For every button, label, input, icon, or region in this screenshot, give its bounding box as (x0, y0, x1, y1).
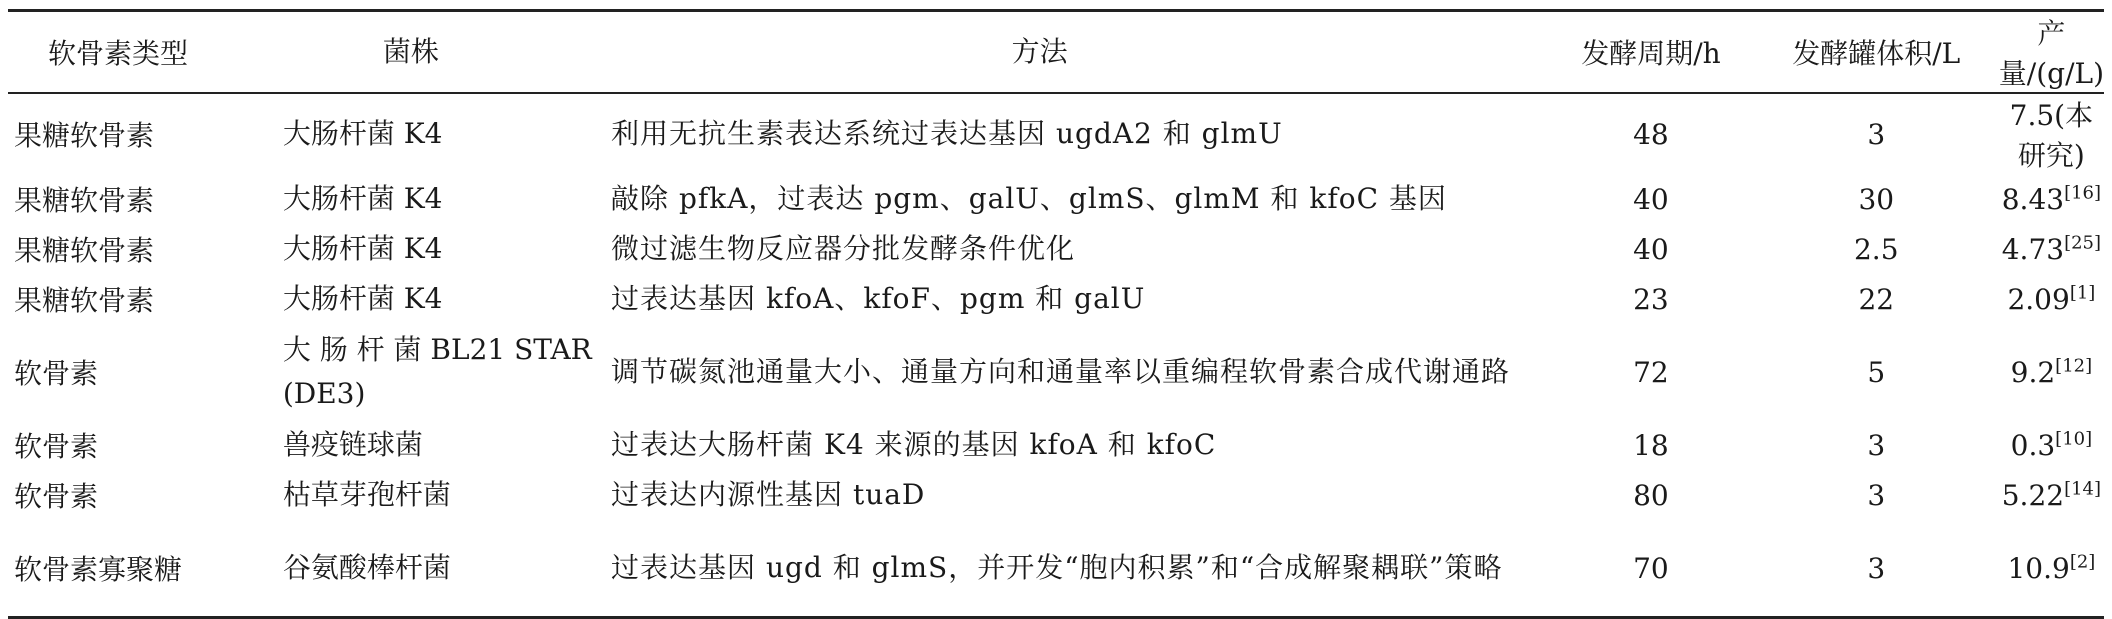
cell-period: 70 (1633, 551, 1669, 585)
cell-period: 72 (1633, 355, 1669, 389)
table-body (8, 93, 2104, 618)
cell-method: 利用无抗生素表达系统过表达基因 ugdA2 和 glmU (611, 117, 1283, 150)
header-type: 软骨素类型 (48, 37, 189, 70)
cell-yield (1999, 224, 2104, 274)
yield-value: 10.9 (2007, 551, 2070, 585)
table-row (8, 420, 2104, 470)
yield-value: 0.3 (2010, 428, 2056, 462)
yield-value: 4.73 (2001, 232, 2065, 266)
citation-ref: [2] (2069, 551, 2096, 573)
cell-type: 果糖软骨素 (14, 234, 155, 267)
table-row (8, 174, 2104, 224)
cell-yield (1999, 174, 2104, 224)
cell-strain: 大肠杆菌 K4 (282, 232, 443, 265)
cell-volume: 30 (1858, 182, 1895, 216)
cell-strain: 大肠杆菌 K4 (282, 117, 443, 150)
table-row (8, 274, 2104, 324)
citation-ref: [1] (2069, 282, 2096, 304)
cell-strain: 大 肠 杆 菌 BL21 STAR (DE3) (282, 333, 592, 410)
cell-strain: 枯草芽孢杆菌 (282, 478, 451, 511)
cell-strain: 大肠杆菌 K4 (282, 182, 443, 215)
yield-value: 9.2 (2010, 355, 2056, 389)
cell-method: 微过滤生物反应器分批发酵条件优化 (611, 232, 1076, 265)
cell-method: 过表达内源性基因 tuaD (611, 478, 926, 511)
cell-yield (1999, 93, 2104, 174)
cell-strain: 谷氨酸棒杆菌 (282, 551, 451, 584)
header-yield: 产量/(g/L) (1998, 17, 2105, 90)
cell-type: 果糖软骨素 (14, 284, 155, 317)
cell-volume: 3 (1867, 551, 1886, 585)
table-row (8, 93, 2104, 174)
cell-volume: 5 (1867, 355, 1886, 389)
cell-volume: 3 (1867, 478, 1886, 512)
citation-ref: [16] (2064, 182, 2102, 204)
cell-strain: 大肠杆菌 K4 (282, 282, 443, 315)
cell-period: 80 (1633, 478, 1669, 512)
cell-period: 18 (1633, 428, 1669, 462)
table-row (8, 324, 2104, 420)
cell-method: 调节碳氮池通量大小、通量方向和通量率以重编程软骨素合成代谢通路 (611, 355, 1511, 388)
chondroitin-production-table (8, 9, 2104, 619)
header-volume: 发酵罐体积/L (1792, 37, 1961, 70)
yield-value: 8.43 (2001, 182, 2065, 216)
cell-type: 软骨素寡聚糖 (14, 553, 183, 586)
citation-ref: [25] (2064, 232, 2102, 254)
header-strain: 菌株 (382, 35, 439, 68)
table-row (8, 470, 2104, 520)
cell-volume: 3 (1867, 428, 1886, 462)
cell-type: 软骨素 (14, 357, 99, 390)
cell-yield (1999, 420, 2104, 470)
cell-method: 过表达大肠杆菌 K4 来源的基因 kfoA 和 kfoC (611, 428, 1217, 461)
header-period: 发酵周期/h (1581, 37, 1721, 70)
cell-method: 过表达基因 ugd 和 glmS，并开发“胞内积累”和“合成解聚耦联”策略 (611, 551, 1503, 584)
cell-yield (1999, 274, 2104, 324)
citation-ref: [14] (2064, 478, 2102, 500)
citation-ref: [12] (2055, 355, 2093, 377)
cell-period: 40 (1633, 232, 1669, 266)
cell-method: 过表达基因 kfoA、kfoF、pgm 和 galU (611, 282, 1146, 315)
cell-volume: 3 (1867, 117, 1886, 151)
table-row (8, 224, 2104, 274)
cell-type: 软骨素 (14, 480, 99, 513)
header-method: 方法 (1011, 35, 1068, 68)
cell-type: 软骨素 (14, 430, 99, 463)
cell-volume: 2.5 (1853, 232, 1899, 266)
header-row (8, 11, 2104, 94)
cell-period: 40 (1633, 182, 1669, 216)
cell-period: 48 (1633, 117, 1669, 151)
cell-period: 23 (1633, 282, 1669, 316)
cell-yield (1999, 470, 2104, 520)
cell-volume: 22 (1858, 282, 1895, 316)
yield-value: 7.5(本研究) (2009, 99, 2094, 172)
cell-yield (1999, 324, 2104, 420)
yield-value: 5.22 (2001, 478, 2065, 512)
table-header (8, 11, 2104, 94)
table-row (8, 520, 2104, 618)
cell-method: 敲除 pfkA，过表达 pgm、galU、glmS、glmM 和 kfoC 基因 (611, 182, 1447, 215)
yield-value: 2.09 (2007, 282, 2070, 316)
citation-ref: [10] (2055, 428, 2093, 450)
cell-strain: 兽疫链球菌 (282, 428, 423, 461)
cell-type: 果糖软骨素 (14, 184, 155, 217)
cell-type: 果糖软骨素 (14, 119, 155, 152)
cell-yield (1999, 520, 2104, 618)
